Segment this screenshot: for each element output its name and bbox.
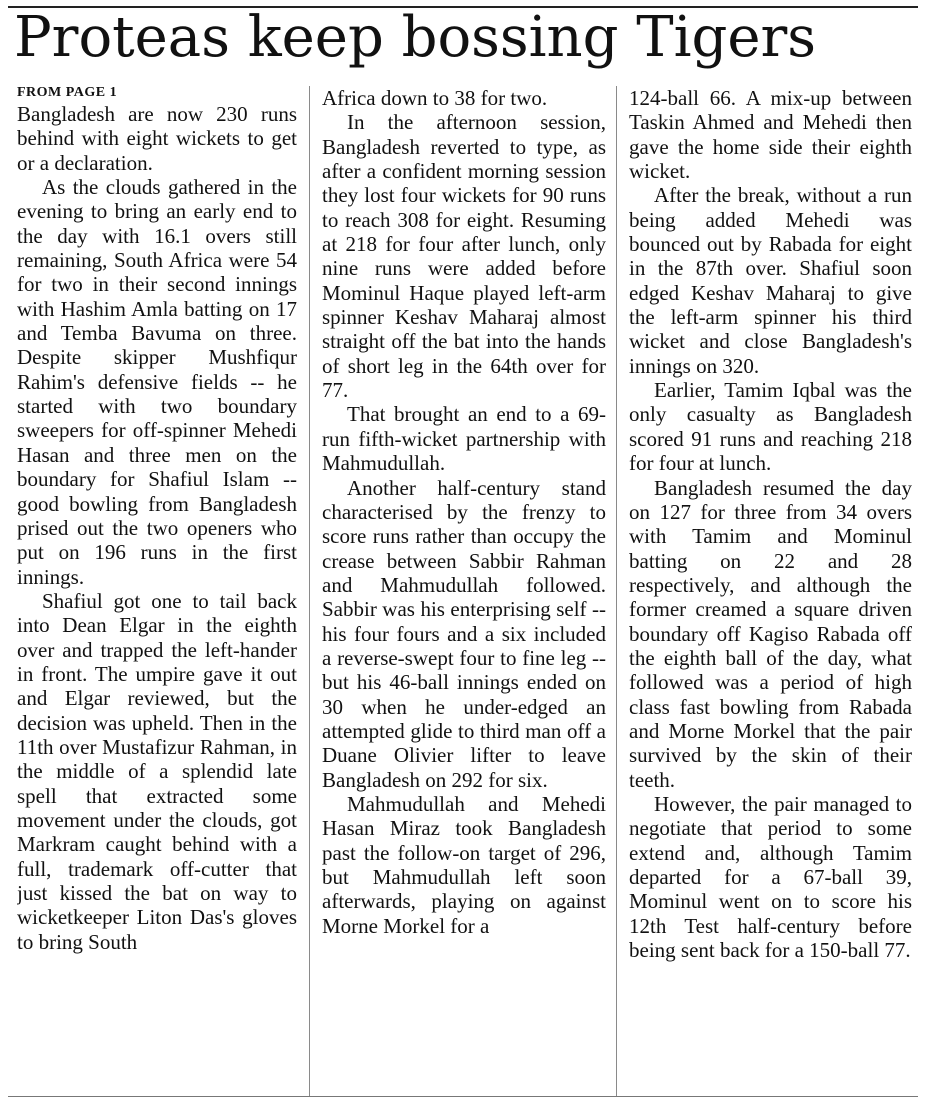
headline: Proteas keep bossing Tigers bbox=[14, 5, 817, 70]
kicker: FROM PAGE 1 bbox=[17, 86, 118, 100]
article-paragraph: Another half-century stand characterised by the frenzy to score runs rather than occupy the crease between Sabbir Rahman and Mahmudullah followed. Sabbir was his enterprising self -- his four fours and a six included a reverse-swept four to fine leg -- but his 46-ball innings ended on 30 when he under-edged an attempted glide to third man off a Duane Olivier lifter to leave Bangladesh on 292 for six. bbox=[322, 475, 606, 792]
article-paragraph: Earlier, Tamim Iqbal was the only casualty as Bangladesh scored 91 runs and reaching 218 for four at lunch. bbox=[629, 378, 912, 476]
article-paragraph: Africa down to 38 for two. bbox=[322, 86, 548, 110]
article-paragraph: However, the pair managed to negotiate that period to some extend and, although Tamim departed for a 67-ball 39, Mominul went on to score his 12th Test half-century before being sent back for a 150-ball 77. bbox=[629, 791, 912, 963]
article-paragraph: Mahmudullah and Mehedi Hasan Miraz took Bangladesh past the follow-on target of 296, but Mahmudullah left soon afterwards, playing on against Morne Morkel for a bbox=[322, 791, 606, 938]
article-column-3 bbox=[629, 86, 912, 1096]
article-column-1 bbox=[17, 86, 297, 1096]
article-column-2 bbox=[322, 86, 606, 1096]
article-paragraph: After the break, without a run being added Mehedi was bounced out by Rabada for eight in the 87th over. Shafiul soon edged Keshav Maharaj to give the left-arm spinner his third wicket and close Bangladesh's innings on 320. bbox=[629, 183, 912, 378]
bottom-rule bbox=[8, 1096, 918, 1097]
article-paragraph: Bangladesh are now 230 runs behind with eight wickets to get or a declaration. bbox=[17, 102, 297, 175]
column-divider bbox=[309, 86, 310, 1096]
article-paragraph: Bangladesh resumed the day on 127 for three from 34 overs with Tamim and Mominul batting on 22 and 28 respectively, and although the former creamed a square driven boundary off Kagiso Rabada off the eighth ball of the day, what followed was a period of high class fast bowling from Rabada and Morne Morkel that the pair survived by the skin of their teeth. bbox=[629, 475, 912, 792]
article-paragraph: As the clouds gathered in the evening to bring an early end to the day with 16.1 overs still remaining, South Africa were 54 for two in their second innings with Hashim Amla batting on 17 and Temba Bavuma on three. Despite skipper Mushfiqur Rahim's defensive fields -- he started with two boundary sweepers for off-spinner Mehedi Hasan and three men on the boundary for Shafiul Islam -- good bowling from Bangladesh prised out the two openers who put on 196 runs in the first innings. bbox=[17, 175, 297, 589]
article-paragraph: In the afternoon session, Bangladesh reverted to type, as after a confident morning session they lost four wickets for 90 runs to reach 308 for eight. Resuming at 218 for four after lunch, only nine runs were added before Mominul Haque played left-arm spinner Keshav Maharaj almost straight off the bat into the hands of short leg in the 64th over for 77. bbox=[322, 110, 606, 403]
article-paragraph: Shafiul got one to tail back into Dean Elgar in the eighth over and trapped the left-hander in front. The umpire gave it out and Elgar reviewed, but the decision was upheld. Then in the 11th over Mustafizur Rahman, in the middle of a splendid late spell that extracted some movement under the clouds, got Markram caught behind with a full, trademark off-cutter that just kissed the bat on way to wicketkeeper Liton Das's gloves to bring South bbox=[17, 588, 297, 954]
article-paragraph: 124-ball 66. A mix-up between Taskin Ahmed and Mehedi then gave the home side their eighth wicket. bbox=[629, 86, 912, 184]
article-paragraph: That brought an end to a 69-run fifth-wicket partnership with Mahmudullah. bbox=[322, 402, 606, 476]
column-divider bbox=[616, 86, 617, 1096]
